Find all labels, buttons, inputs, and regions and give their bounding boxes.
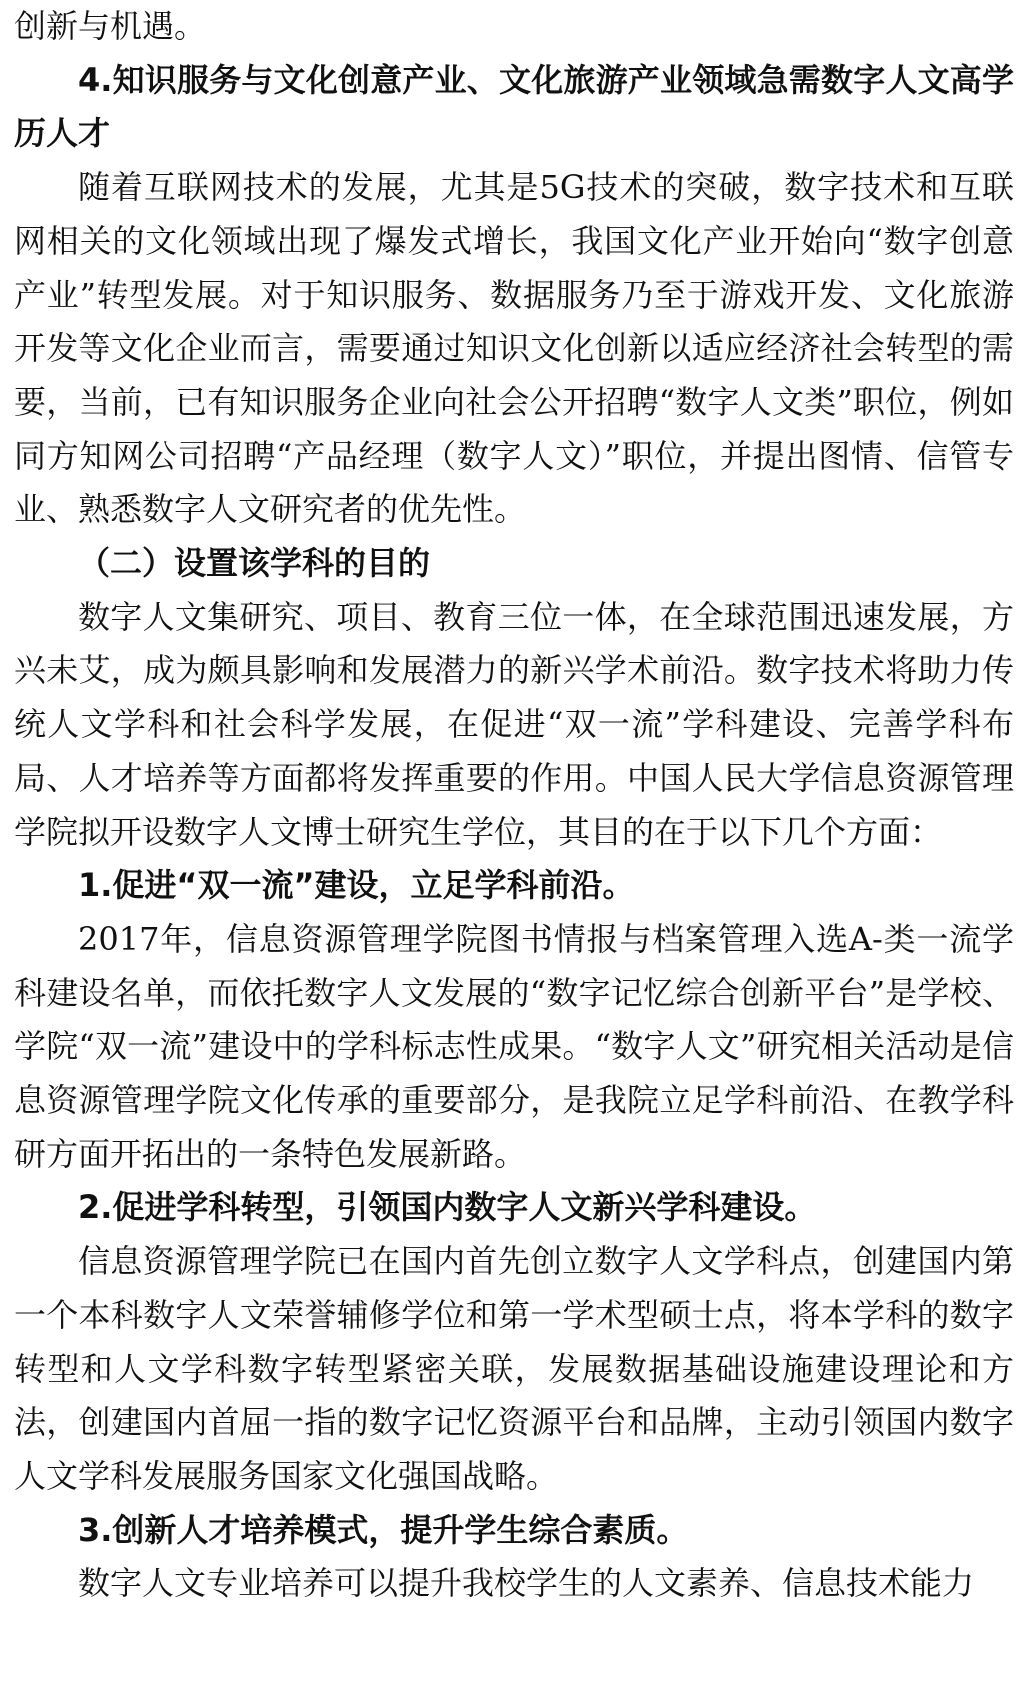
section-2-heading: （二）设置该学科的目的 xyxy=(78,544,431,583)
opening-paragraph: 创新与机遇。 xyxy=(14,7,207,45)
item-4-heading: 4.知识服务与文化创意产业、文化旅游产业领域急需数字人文高学历人才 xyxy=(14,60,1014,153)
goal-3-paragraph: 数字人文专业培养可以提升我校学生的人文素养、信息技术能力 xyxy=(78,1564,975,1603)
goal-1-paragraph: 2017年，信息资源管理学院图书情报与档案管理入选A-类一流学科建设名单，而依托数字人文发展的“数字记忆综合创新平台”是学校、学院“双一流”建设中的学科标志性成果。“数字人文”研究相关活动是信息资源管理学院文化传承的重要部分，是我院立足学科前沿、在教学科研方面开拓出的一条特色发展新路。 xyxy=(14,919,1014,1173)
goal-2-heading: 2.促进学科转型，引领国内数字人文新兴学科建设。 xyxy=(78,1188,817,1227)
goal-2-paragraph: 信息资源管理学院已在国内首先创立数字人文学科点，创建国内第一个本科数字人文荣誉辅修学位和第一学术型硕士点，将本学科的数字转型和人文学科数字转型紧密关联，发展数据基础设施建设理论和方法，创建国内首屈一指的数字记忆资源平台和品牌，主动引领国内数字人文学科发展服务国家文化强国战略。 xyxy=(14,1242,1014,1495)
goal-1-heading: 1.促进“双一流”建设，立足学科前沿。 xyxy=(78,866,635,905)
section-2-paragraph: 数字人文集研究、项目、教育三位一体，在全球范围迅速发展，方兴未艾，成为颇具影响和发展潜力的新兴学术前沿。数字技术将助力传统人文学科和社会科学发展，在促进“双一流”学科建设、完善学科布局、人才培养等方面都将发挥重要的作用。中国人民大学信息资源管理学院拟开设数字人文博士研究生学位，其目的在于以下几个方面： xyxy=(14,597,1014,851)
item-4-paragraph: 随着互联网技术的发展，尤其是5G技术的突破，数字技术和互联网相关的文化领域出现了爆发式增长，我国文化产业开始向“数字创意产业”转型发展。对于知识服务、数据服务乃至于游戏开发、文化旅游开发等文化企业而言，需要通过知识文化创新以适应经济社会转型的需要，当前，已有知识服务企业向社会公开招聘“数字人文类”职位，例如同方知网公司招聘“产品经理（数字人文）”职位，并提出图情、信管专业、熟悉数字人文研究者的优先性。 xyxy=(14,168,1014,529)
goal-3-heading: 3.创新人才培养模式，提升学生综合素质。 xyxy=(78,1510,689,1549)
